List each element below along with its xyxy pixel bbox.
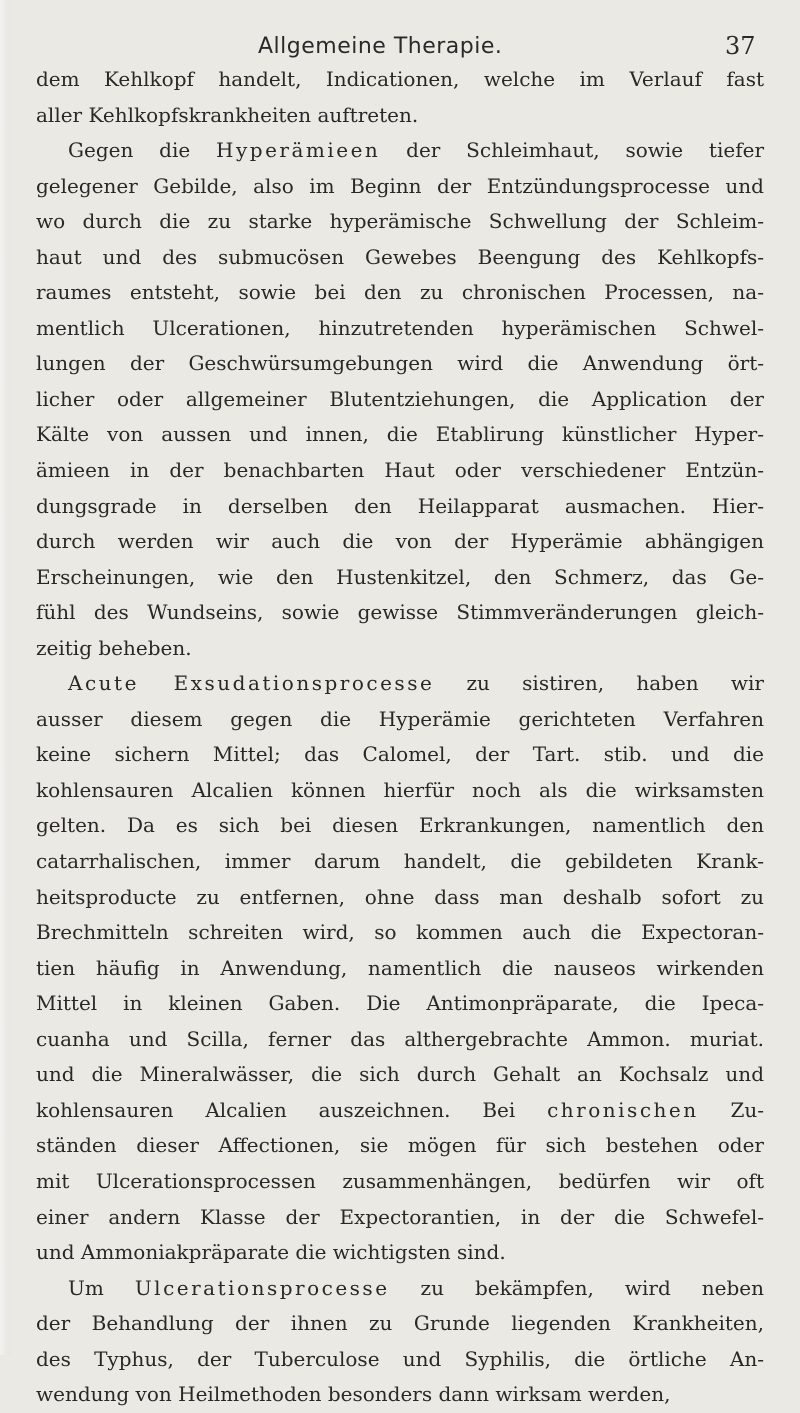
text-line <box>36 524 764 560</box>
text-line <box>36 311 764 347</box>
text-segment: fühl des Wundseins, sowie gewisse Stimmveränderungen gleich- <box>36 600 764 625</box>
text-line <box>36 275 764 311</box>
text-segment: ständen dieser Affectionen, sie mögen für sich bestehen oder <box>36 1133 764 1158</box>
emphasized-term: Acute Exsudationsprocesse <box>68 671 435 696</box>
text-line <box>36 1377 764 1413</box>
text-segment: der Behandlung der ihnen zu Grunde liegenden Krankheiten, <box>36 1311 764 1336</box>
text-segment: wendung von Heilmethoden besonders dann wirksam werden, <box>36 1382 671 1407</box>
text-line <box>36 631 764 667</box>
text-line <box>36 560 764 596</box>
text-segment: cuanha und Scilla, ferner das althergebrachte Ammon. muriat. <box>36 1026 764 1051</box>
text-line <box>36 1057 764 1093</box>
text-segment: Zu- <box>698 1097 764 1122</box>
text-line <box>36 986 764 1022</box>
paragraph <box>36 1271 764 1413</box>
text-line <box>36 98 764 134</box>
emphasized-term: chronischen <box>547 1097 699 1122</box>
text-line <box>36 169 764 205</box>
text-segment: aller Kehlkopfskrankheiten auftreten. <box>36 102 419 127</box>
text-line <box>36 737 764 773</box>
text-line <box>36 240 764 276</box>
text-segment: wo durch die zu starke hyperämische Schwellung der Schleim- <box>36 209 764 234</box>
text-segment: dungsgrade in derselben den Heilapparat ausmachen. Hier- <box>36 493 764 518</box>
page-gutter-shadow <box>0 0 14 1355</box>
text-segment: tien häufig in Anwendung, namentlich die nauseos wirkenden <box>36 955 764 980</box>
text-line <box>36 808 764 844</box>
text-line <box>36 844 764 880</box>
text-line <box>36 1128 764 1164</box>
paragraph <box>36 133 764 666</box>
text-line <box>36 453 764 489</box>
text-segment: zeitig beheben. <box>36 635 192 660</box>
text-line <box>36 1342 764 1378</box>
emphasized-term: Ulcerationsprocesse <box>134 1275 390 1300</box>
body-text <box>36 62 764 1413</box>
paragraph <box>36 62 764 133</box>
text-line <box>36 489 764 525</box>
text-segment: einer andern Klasse der Expectorantien, in der die Schwefel- <box>36 1204 764 1229</box>
text-segment: mit Ulcerationsprocessen zusammenhängen, bedürfen wir oft <box>36 1168 764 1193</box>
text-line <box>36 880 764 916</box>
text-line <box>36 417 764 453</box>
text-line <box>36 666 764 702</box>
text-line <box>36 133 764 169</box>
text-line <box>36 702 764 738</box>
text-line <box>36 915 764 951</box>
text-line <box>36 382 764 418</box>
text-segment: lungen der Geschwürsumgebungen wird die Anwendung ört- <box>36 351 764 376</box>
text-segment: ausser diesem gegen die Hyperämie gerichteten Verfahren <box>36 706 764 731</box>
text-segment: durch werden wir auch die von der Hyperämie abhängigen <box>36 529 764 554</box>
text-segment: und die Mineralwässer, die sich durch Gehalt an Kochsalz und <box>36 1062 764 1087</box>
text-segment: gelten. Da es sich bei diesen Erkrankungen, namentlich den <box>36 813 764 838</box>
text-line <box>36 1093 764 1129</box>
text-segment: und Ammoniakpräparate die wichtigsten sind. <box>36 1240 506 1265</box>
text-segment: kohlensauren Alcalien können hierfür noch als die wirksamsten <box>36 777 764 802</box>
text-segment: gelegener Gebilde, also im Beginn der Entzündungsprocesse und <box>36 173 764 198</box>
text-segment: licher oder allgemeiner Blutentziehungen, die Application der <box>36 386 764 411</box>
text-segment: Erscheinungen, wie den Hustenkitzel, den Schmerz, das Ge- <box>36 564 764 589</box>
text-segment: zu sistiren, haben wir <box>434 671 764 696</box>
text-segment: heitsproducte zu entfernen, ohne dass man deshalb sofort zu <box>36 884 764 909</box>
text-line <box>36 1306 764 1342</box>
text-segment: mentlich Ulcerationen, hinzutretenden hyperämischen Schwel- <box>36 315 764 340</box>
text-segment: catarrhalischen, immer darum handelt, die gebildeten Krank- <box>36 849 764 874</box>
text-segment: raumes entsteht, sowie bei den zu chronischen Processen, na- <box>36 280 764 305</box>
text-segment: Kälte von aussen und innen, die Etablirung künstlicher Hyper- <box>36 422 764 447</box>
text-line <box>36 346 764 382</box>
paragraph <box>36 666 764 1270</box>
running-title: Allgemeine Therapie. <box>258 34 503 59</box>
text-line <box>36 1200 764 1236</box>
text-line <box>36 204 764 240</box>
text-line <box>36 1022 764 1058</box>
text-segment: des Typhus, der Tuberculose und Syphilis, die örtliche An- <box>36 1346 764 1371</box>
text-segment: zu bekämpfen, wird neben <box>389 1275 764 1300</box>
text-line <box>36 1164 764 1200</box>
text-segment: dem Kehlkopf handelt, Indicationen, welche im Verlauf fast <box>36 67 764 91</box>
text-segment: keine sichern Mittel; das Calomel, der Tart. stib. und die <box>36 742 764 767</box>
text-segment: Gegen die <box>68 138 217 163</box>
text-segment: ämieen in der benachbarten Haut oder verschiedener Entzün- <box>36 458 764 483</box>
text-line <box>36 1235 764 1271</box>
text-segment: kohlensauren Alcalien auszeichnen. Bei <box>36 1097 548 1122</box>
emphasized-term: Hyperämieen <box>216 138 381 163</box>
page-number: 37 <box>725 32 756 60</box>
text-segment: der Schleimhaut, sowie tiefer <box>380 138 764 163</box>
text-segment: Um <box>68 1275 135 1300</box>
text-line <box>36 62 764 98</box>
text-line <box>36 595 764 631</box>
text-line <box>36 773 764 809</box>
text-line <box>36 1271 764 1307</box>
text-segment: haut und des submucösen Gewebes Beengung des Kehlkopfs- <box>36 244 764 269</box>
text-segment: Mittel in kleinen Gaben. Die Antimonpräparate, die Ipeca- <box>36 991 764 1016</box>
text-line <box>36 951 764 987</box>
text-segment: Brechmitteln schreiten wird, so kommen auch die Expectoran- <box>36 920 764 945</box>
